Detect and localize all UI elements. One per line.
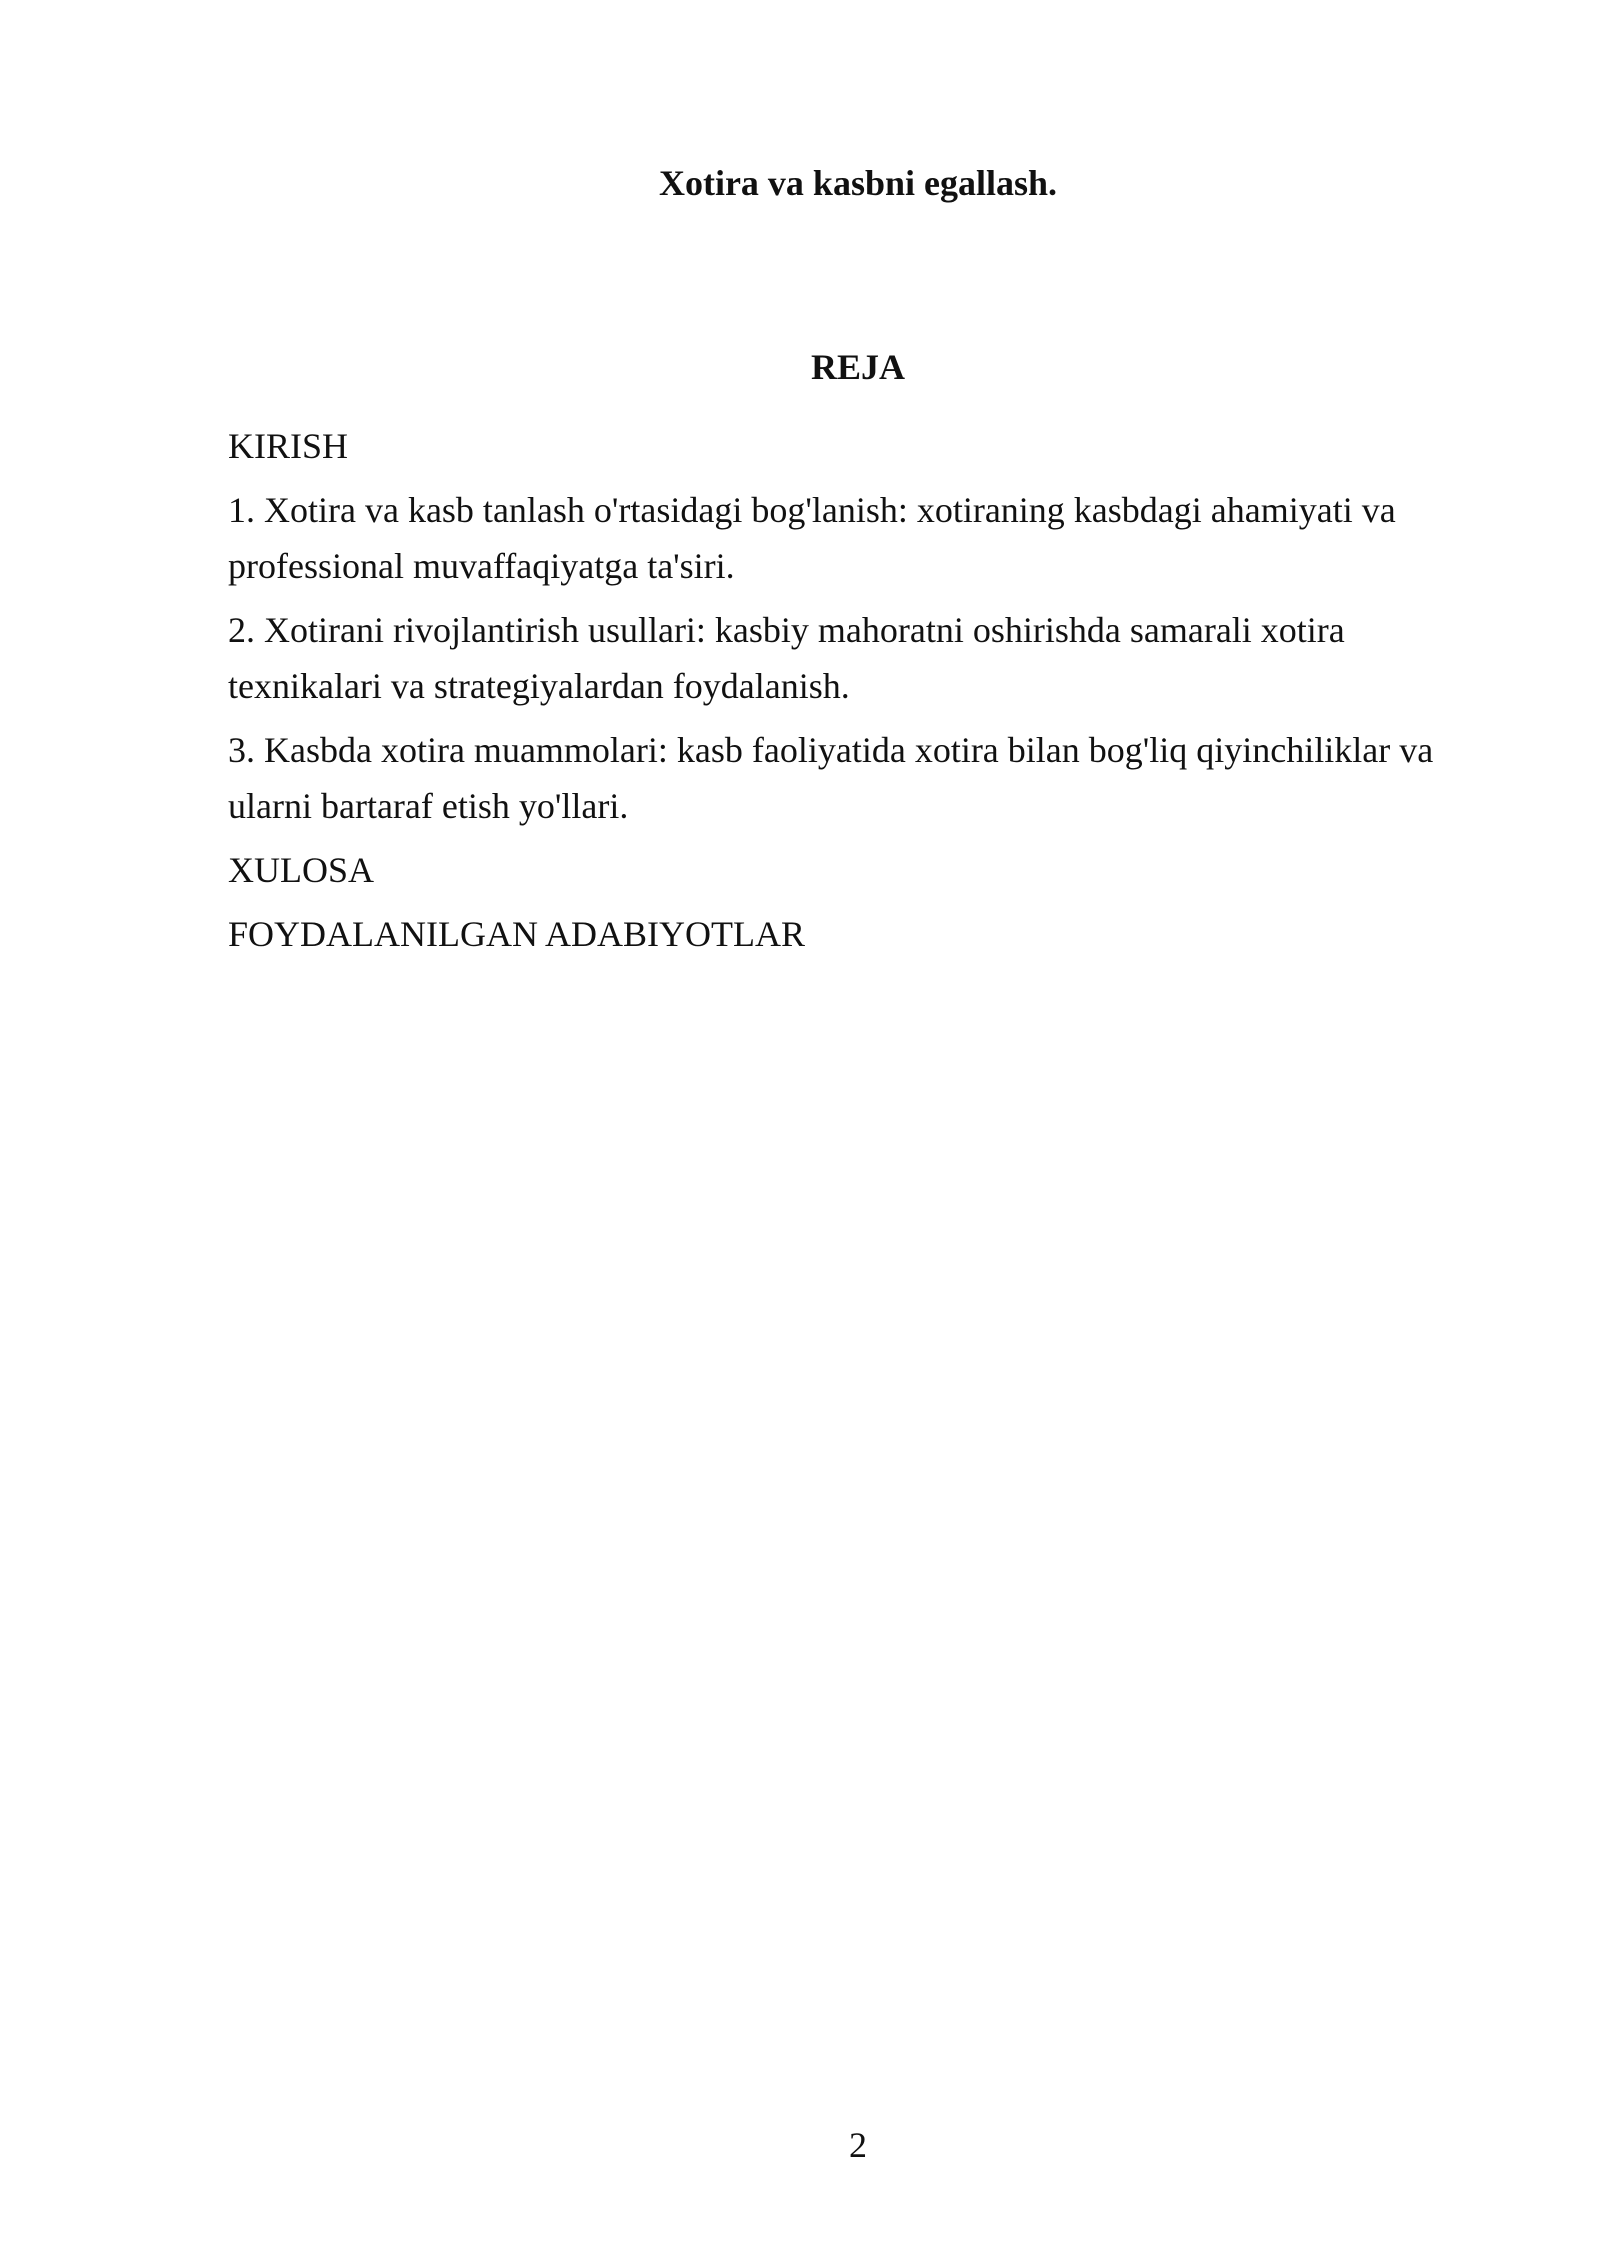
document-title: Xotira va kasbni egallash. [658, 163, 1058, 203]
plan-item-introduction: KIRISH [228, 426, 349, 466]
plan-list [228, 418, 1468, 970]
plan-item-3: 3. Kasbda xotira muammolari: kasb faoliyatida xotira bilan bog'liq qiyinchiliklar va ularni bartaraf etish yo'llari. [228, 730, 1434, 826]
plan-heading: REJA [810, 347, 905, 387]
plan-item-references: FOYDALANILGAN ADABIYOTLAR [228, 914, 805, 954]
plan-item-conclusion: XULOSA [228, 850, 375, 890]
plan-item-2: 2. Xotirani rivojlantirish usullari: kasbiy mahoratni oshirishda samarali xotira texnikalari va strategiyalardan foydalanish. [228, 610, 1345, 706]
plan-item-1: 1. Xotira va kasb tanlash o'rtasidagi bog'lanish: xotiraning kasbdagi ahamiyati va professional muvaffaqiyatga ta'siri. [228, 490, 1396, 586]
page-number: 2 [849, 2125, 867, 2165]
